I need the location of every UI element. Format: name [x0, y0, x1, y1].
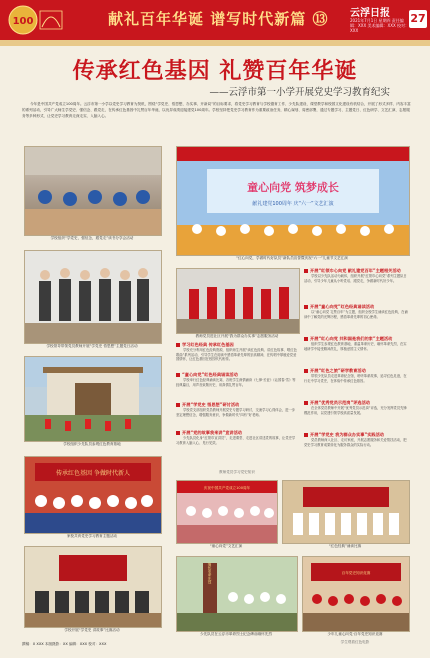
section-title-10: 开展“学党史 我为群众办实事”实践活动: [304, 432, 408, 438]
banner-performance-title: 童心向党 筑梦成长: [247, 181, 339, 194]
caption-story-contest: 学校开展“学党史 讲故事”比赛活动: [64, 628, 120, 632]
photo-story-contest: [24, 546, 162, 628]
photo-red-base-visit: [24, 356, 162, 442]
section-title-6: 开展“童心向党”红色经典诵读活动: [304, 304, 408, 310]
section-title-2: “童心向党”红色经典诵读活动: [176, 372, 298, 378]
section-body-10: 党员教师深入社区、走访家庭，开展志愿服务和关爱帮扶活动，把党史学习教育成果转化为服务群众的实际行动。: [304, 438, 407, 447]
caption-red-film: 学生观看红色电影: [340, 640, 370, 644]
photo-party-day: [24, 250, 162, 344]
header-divider-band: [0, 40, 430, 46]
section-body-5: 学校以少先队活动为载体，组织开展“红领巾心向党”系列主题队日活动，引导少年儿童从小听党话、跟党走，争做新时代好少年。: [304, 274, 407, 283]
section-title-3: 开展“学党史 悟思想”研讨活动: [176, 402, 298, 408]
section-body-3: 学校党支部组织党员教师开展党史专题学习研讨，交流学习心得体会，进一步坚定理想信念，增强服务意识，争做新时代“四有”好老师。: [176, 408, 296, 417]
newspaper-name: 云浮日报: [350, 8, 390, 19]
section-title-1: 学习红色经典 传承红色基因: [176, 342, 298, 348]
photo-memorial: [176, 556, 298, 632]
section-title-4: 开展“党的故事我来讲”宣讲活动: [176, 430, 298, 436]
section-body-9: 在全体党员教师中开展“优秀党员示范岗”评选，充分发挥党员先锋模范作用，以党建引领学校高质量发展。: [304, 406, 407, 415]
section-title-5: 开展“红领巾心向党 献礼建党百年”主题相关活动: [304, 268, 408, 274]
section-body-6: 以“童心向党 礼赞百年”为主题，组织全校学生诵读红色经典，在诵读中了解党的光辉历程，感悟革命先辈的初心使命。: [304, 310, 408, 319]
caption-community-service: 教师党员进社区开展“我为群众办实事”志愿服务活动: [195, 334, 279, 338]
caption-teacher-study: 教师党员学习党史知识: [219, 470, 255, 474]
section-title-8: 开展“红色之旅”研学教育活动: [304, 368, 408, 374]
caption-gala: “童心向党”文艺汇演: [209, 544, 243, 548]
photo-gala: [176, 480, 278, 544]
page-footer-credit: 撰稿：X XXX 本版摄影：XX 编辑：XXX 校对：XXX: [22, 642, 107, 646]
section-body-4: 少先队员化身“红领巾宣讲员”，走进课堂、走进社区讲述党的故事，让党史学习教育入脑入心、见行见效。: [176, 436, 296, 445]
banner-performance-subtitle: 献礼建党100周年 庆“六一”文艺汇演: [252, 201, 334, 207]
section-body-8: 带领少先队员走进革命纪念馆，聆听革命故事，追寻红色足迹，在行走中学习党史，在体验中传承红色基因。: [304, 374, 407, 383]
photo-community-service: [176, 268, 300, 334]
caption-theme-activity: 家校共育党史学习教育主题活动: [66, 534, 118, 538]
page-header: [0, 0, 430, 40]
section-title-9: 开展“优秀党员示范岗”评选活动: [304, 400, 408, 406]
section-body-1: 学校充分利用红色经典资源，组织师生开展“读红色经典、讲红色故事、唱红色歌曲”系列活动，引导学生在阅读中感悟革命先辈的崇高精神，在传唱中厚植爱党爱国情怀，让红色基因在校园代代相传。: [176, 348, 297, 362]
emblem-number: 100: [12, 16, 34, 27]
section-title: 献礼百年华诞 谱写时代新篇 ⑬: [108, 10, 329, 28]
page-number: 27: [409, 10, 427, 28]
caption-party-day: 学校领导带领党员教师开展“学党史 悟思想”主题党日活动: [46, 344, 138, 348]
caption-reading-session: 学校组织“学党史，强信念，跟党走”读书分享会活动: [50, 236, 134, 240]
photo-reading-session: [24, 146, 162, 236]
section-title-7: 开展“红心向党 共和国是我们的家”主题活动: [304, 336, 408, 342]
section-body-7: 组织学生参观红色教育基地，重温革命历史，缅怀革命先烈，在实地研学中接受精神洗礼，厚植爱国主义情怀。: [304, 342, 407, 351]
caption-red-base-visit: 学校组织少先队员参观红色教育基地: [63, 442, 121, 446]
caption-recitation: “红色经典”诵读比赛: [328, 544, 362, 548]
article-subhead: ——云浮市第一小学开展党史学习教育纪实: [209, 87, 390, 98]
article-headline: 传承红色基因 礼赞百年华诞: [72, 58, 358, 84]
caption-performance: “红心向党，学做时代好队员”新队员宣誓暨庆祝“六一”儿童节文艺汇演: [236, 256, 348, 260]
banner-memorial-pillar: 缅怀革命先烈: [208, 562, 212, 584]
article-lead: 今年是中国共产党成立100周年。云浮市第一小学以党史学习教育为契机，围绕“学党史、悟思想、办实事、开新局”的目标要求，将党史学习教育与学校德育工作、少先队建设、课堂教学和校园文化建设有机结合，开展了形式多样、内容丰富的系列活动，引导广大师生学党史、强信念、跟党走，在传承红色基因中礼赞百年华诞，以优异成绩迎接建党100周年。学校坚持把党史学习教育作为重要政治任务，精心谋划、周密部署，通过专题学习、主题党日、红色研学、文艺汇演、志愿服务等多种形式，让党史学习教育走深走实、入脑入心。: [22, 102, 411, 118]
banner-knowledge-contest: 百年党史知识竞赛: [341, 571, 371, 575]
banner-gala: 庆祝中国共产党成立100周年: [203, 486, 251, 490]
caption-memorial: 少先队员在云浮市革命烈士纪念碑前缅怀先烈: [200, 632, 272, 636]
photo-theme-activity: [24, 456, 162, 534]
photo-knowledge-contest: [302, 556, 410, 632]
issue-date-line: 2021年7月1日 星期四 责任编辑：XXX 美术编辑：XXX 校对：XXX: [350, 18, 409, 33]
caption-knowledge-contest: 少年儿童心向党·百年党史知识竞赛: [327, 632, 383, 636]
banner-theme-activity: 传承红色基因 争做时代新人: [56, 470, 130, 477]
section-body-2: 学校举行红色经典诵读比赛，各班学生深情诵读《七律·长征》《沁园春·雪》等经典篇目，用声音致敬历史，用真情礼赞百年。: [176, 378, 296, 387]
centenary-emblem-icon: [6, 3, 64, 37]
photo-performance: [176, 146, 410, 256]
photo-recitation: [282, 480, 410, 544]
